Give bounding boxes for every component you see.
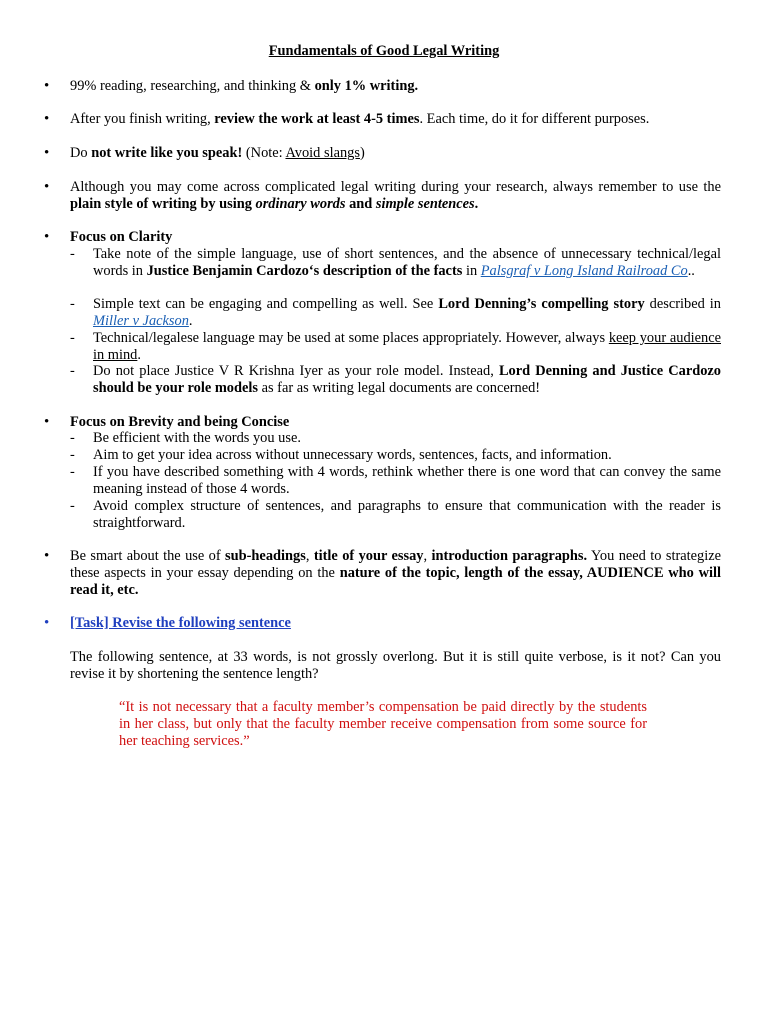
clarity-item: - Do not place Justice V R Krishna Iyer as your role model. Instead, Lord Denning and Justice Cardozo should be your role models as far as writing legal documents are concerned! bbox=[70, 363, 721, 396]
bullet-marker: • bbox=[44, 548, 50, 564]
bullet-be-smart: Be smart about the use of sub-headings, title of your essay, introduction paragraphs. You need to strategize these aspects in your essay depending on the nature of the topic, length of the essay, AUDIENCE who will read it, etc. bbox=[70, 548, 721, 598]
dash-marker: - bbox=[70, 246, 75, 262]
dash-marker: - bbox=[70, 296, 75, 312]
task-heading bbox=[70, 615, 721, 632]
bullet-plain-style: Although you may come across complicated legal writing during your research, always remember to use the plain style of writing by using ordinary words and simple sentences. bbox=[70, 179, 721, 212]
brevity-item: - If you have described something with 4 words, rethink whether there is one word that can convey the same meaning instead of those 4 words. bbox=[70, 464, 721, 497]
dash-marker: - bbox=[70, 430, 75, 446]
brevity-item: - Avoid complex structure of sentences, and paragraphs to ensure that communication with the reader is straightforward. bbox=[70, 498, 721, 531]
brevity-item: - Be efficient with the words you use. bbox=[70, 430, 301, 446]
dash-marker: - bbox=[70, 464, 75, 480]
brevity-item: - Aim to get your idea across without unnecessary words, sentences, facts, and information. bbox=[70, 447, 612, 463]
clarity-item: - Take note of the simple language, use of short sentences, and the absence of unnecessary technical/legal words in Justice Benjamin Cardozo‘s description of the facts in Palsgraf v Long Island Railroad Co.. bbox=[70, 246, 721, 279]
bullet-marker: • bbox=[44, 414, 50, 430]
miller-v-jackson-link[interactable]: Miller v Jackson bbox=[93, 313, 189, 329]
document-title: Fundamentals of Good Legal Writing bbox=[268, 43, 500, 59]
clarity-item: - Simple text can be engaging and compelling as well. See Lord Denning’s compelling story described in Miller v Jackson. bbox=[70, 296, 722, 329]
palsgraf-link[interactable]: Palsgraf v Long Island Railroad Co bbox=[480, 263, 688, 279]
task-link[interactable]: [Task] Revise the following sentence bbox=[70, 615, 291, 631]
clarity-item: - Technical/legalese language may be used at some places appropriately. However, always keep your audience in mind. bbox=[70, 330, 721, 363]
bullet-marker: • bbox=[44, 179, 50, 195]
dash-marker: - bbox=[70, 363, 75, 379]
dash-marker: - bbox=[70, 447, 75, 463]
bullet-marker: • bbox=[44, 145, 50, 161]
bullet-not-write-like-speak: Do not write like you speak! (Note: Avoid slangs) bbox=[70, 145, 365, 161]
bullet-marker: • bbox=[44, 111, 50, 127]
section-heading-clarity: Focus on Clarity bbox=[70, 229, 173, 245]
bullet-marker: • bbox=[44, 78, 50, 94]
quoted-sentence: “It is not necessary that a faculty member’s compensation be paid directly by the students in her class, but only that the faculty member receive compensation from some source for her teaching services.” bbox=[119, 699, 647, 749]
section-heading-brevity: Focus on Brevity and being Concise bbox=[70, 414, 290, 430]
bullet-review-work: After you finish writing, review the work at least 4-5 times. Each time, do it for different purposes. bbox=[70, 111, 650, 127]
bullet-marker: • bbox=[44, 615, 50, 631]
bullet-marker: • bbox=[44, 229, 50, 245]
task-paragraph: The following sentence, at 33 words, is not grossly overlong. But it is still quite verbose, is it not? Can you revise it by shortening the sentence length? bbox=[70, 649, 721, 682]
dash-marker: - bbox=[70, 498, 75, 514]
dash-marker: - bbox=[70, 330, 75, 346]
bullet-reading-ratio: 99% reading, researching, and thinking & only 1% writing. bbox=[70, 78, 419, 94]
